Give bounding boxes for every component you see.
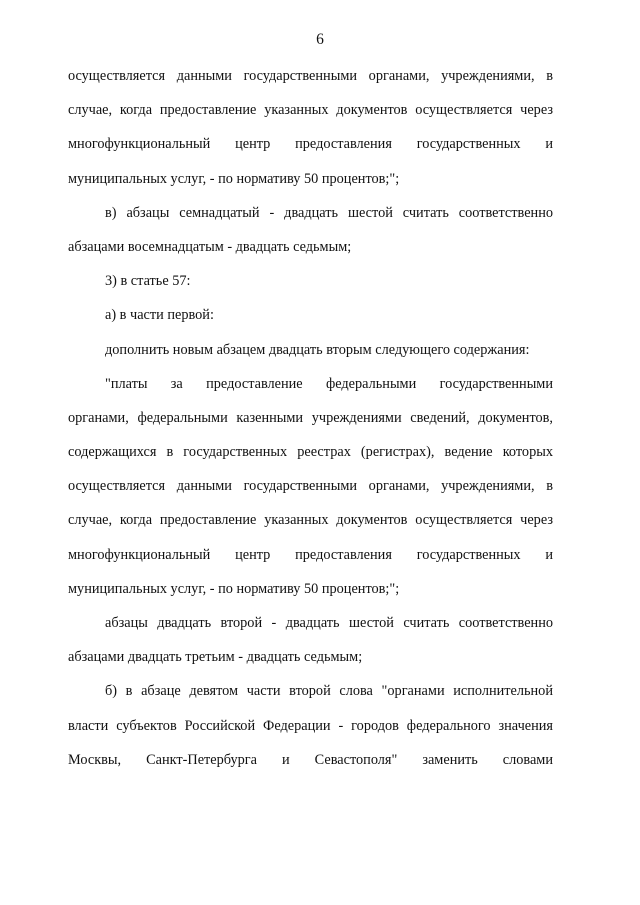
text-line: а) в части первой: <box>105 307 214 324</box>
text-line: содержащихся в государственных реестрах (регистрах), ведение которых <box>68 444 553 461</box>
text-line: муниципальных услуг, - по нормативу 50 процентов;"; <box>68 170 400 187</box>
text-line: органами, федеральными казенными учреждениями сведений, документов, <box>68 409 553 426</box>
text-line: случае, когда предоставление указанных документов осуществляется через <box>68 512 553 529</box>
text-line: многофункциональный центр предоставления государственных и <box>68 136 553 153</box>
text-line: случае, когда предоставление указанных документов осуществляется через <box>68 102 553 119</box>
text-line: абзацами двадцать третьим - двадцать седьмым; <box>68 649 363 666</box>
text-line: многофункциональный центр предоставления государственных и <box>68 546 553 563</box>
document-body <box>68 66 553 784</box>
text-line: власти субъектов Российской Федерации - городов федерального значения <box>68 717 553 734</box>
text-line: осуществляется данными государственными органами, учреждениями, в <box>68 68 553 84</box>
text-line: муниципальных услуг, - по нормативу 50 процентов;"; <box>68 580 400 597</box>
text-line: Москвы, Санкт-Петербурга и Севастополя" заменить словами <box>68 751 553 768</box>
text-line: б) в абзаце девятом части второй слова "органами исполнительной <box>105 683 553 700</box>
text-line: дополнить новым абзацем двадцать вторым следующего содержания: <box>105 341 530 358</box>
page-number: 6 <box>316 31 324 48</box>
text-line: 3) в статье 57: <box>105 273 191 290</box>
text-line: "платы за предоставление федеральными государственными <box>105 375 553 392</box>
text-line: в) абзацы семнадцатый - двадцать шестой считать соответственно <box>105 204 553 221</box>
text-line: абзацами восемнадцатым - двадцать седьмым; <box>68 238 352 255</box>
text-line: абзацы двадцать второй - двадцать шестой считать соответственно <box>105 615 553 631</box>
text-line: осуществляется данными государственными органами, учреждениями, в <box>68 478 553 495</box>
